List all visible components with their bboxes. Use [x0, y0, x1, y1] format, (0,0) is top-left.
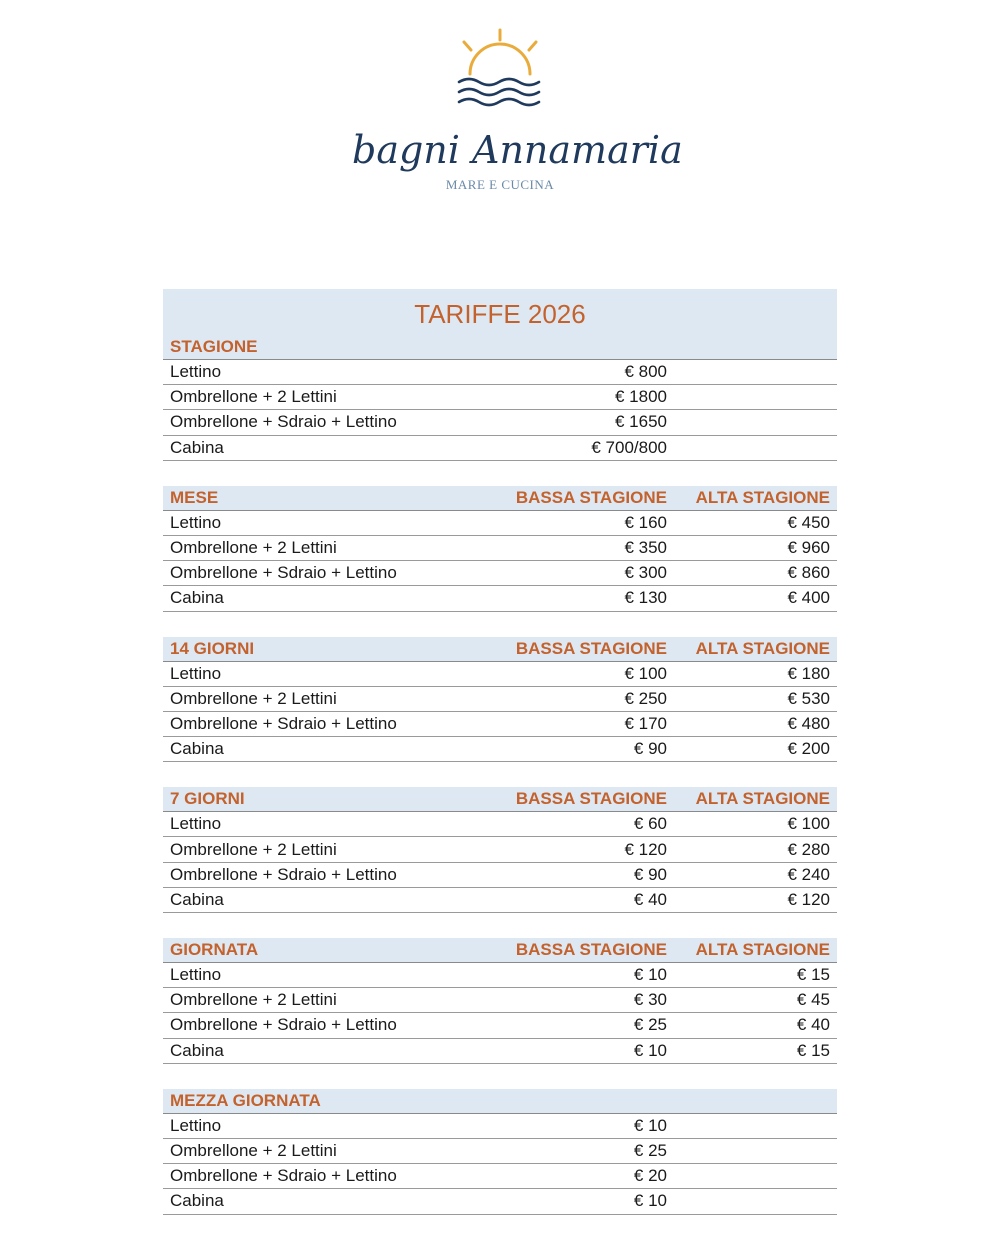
price-section [163, 637, 837, 763]
table-row [163, 436, 837, 461]
table-row [163, 737, 837, 762]
table-row [163, 712, 837, 737]
price-alta: € 15 [796, 965, 830, 985]
price-alta: € 40 [796, 1015, 830, 1035]
price-section [163, 486, 837, 612]
price-alta: € 240 [787, 864, 830, 884]
column-header-alta: ALTA STAGIONE [695, 940, 830, 959]
price-bassa: € 90 [633, 864, 667, 884]
brand-tagline: MARE E CUCINA [445, 177, 555, 192]
price-section [163, 787, 837, 913]
item-label: Lettino [170, 814, 222, 834]
column-header-bassa: BASSA STAGIONE [515, 940, 667, 959]
title-band [163, 289, 837, 335]
item-label: Cabina [170, 588, 224, 608]
brand-name: bagni Annamaria [352, 128, 683, 172]
table-row [163, 1013, 837, 1038]
table-row [163, 385, 837, 410]
table-row [163, 561, 837, 586]
table-row [163, 863, 837, 888]
price-sections [163, 335, 837, 1215]
column-header-bassa: BASSA STAGIONE [515, 789, 667, 809]
price-bassa: € 20 [633, 1166, 667, 1186]
price-alta: € 530 [787, 688, 830, 708]
item-label: Ombrellone + Sdraio + Lettino [170, 412, 397, 432]
price-alta: € 450 [787, 512, 830, 532]
table-row [163, 586, 837, 611]
price-bassa: € 90 [633, 739, 667, 759]
table-row [163, 963, 837, 988]
table-row [163, 837, 837, 862]
table-row [163, 888, 837, 913]
price-bassa: € 1650 [615, 412, 667, 432]
price-bassa: € 160 [624, 512, 667, 532]
item-label: Lettino [170, 362, 222, 382]
table-row [163, 536, 837, 561]
price-section [163, 1089, 837, 1215]
section-name: 14 GIORNI [170, 638, 255, 658]
item-label: Ombrellone + 2 Lettini [170, 990, 337, 1010]
table-row [163, 1139, 837, 1164]
item-label: Ombrellone + 2 Lettini [170, 387, 337, 407]
price-alta: € 400 [787, 588, 830, 608]
section-name: STAGIONE [170, 337, 258, 356]
item-label: Ombrellone + 2 Lettini [170, 688, 337, 708]
price-alta: € 180 [787, 663, 830, 683]
item-label: Ombrellone + 2 Lettini [170, 1141, 337, 1161]
price-section [163, 335, 837, 461]
price-bassa: € 10 [633, 1115, 667, 1135]
price-bassa: € 170 [624, 713, 667, 733]
price-sheet [163, 289, 837, 1215]
item-label: Ombrellone + Sdraio + Lettino [170, 864, 397, 884]
table-row [163, 511, 837, 536]
item-label: Ombrellone + Sdraio + Lettino [170, 563, 397, 583]
section-header [163, 335, 837, 360]
price-bassa: € 130 [624, 588, 667, 608]
section-header [163, 1089, 837, 1114]
price-alta: € 45 [796, 990, 830, 1010]
item-label: Cabina [170, 1040, 224, 1060]
brand-logo [340, 22, 683, 202]
page-title: TARIFFE 2026 [414, 299, 586, 329]
item-label: Cabina [170, 437, 224, 457]
price-bassa: € 30 [633, 990, 667, 1010]
item-label: Cabina [170, 739, 224, 759]
item-label: Cabina [170, 889, 224, 909]
section-header [163, 787, 837, 812]
price-alta: € 860 [787, 563, 830, 583]
table-row [163, 812, 837, 837]
table-row [163, 360, 837, 385]
section-name: MEZZA GIORNATA [170, 1090, 321, 1110]
price-alta: € 200 [787, 739, 830, 759]
item-label: Lettino [170, 1115, 222, 1135]
price-alta: € 280 [787, 839, 830, 859]
price-bassa: € 60 [633, 814, 667, 834]
item-label: Ombrellone + Sdraio + Lettino [170, 1166, 397, 1186]
item-label: Lettino [170, 965, 222, 985]
price-alta: € 120 [787, 889, 830, 909]
section-header [163, 938, 837, 963]
price-bassa: € 250 [624, 688, 667, 708]
price-alta: € 960 [787, 538, 830, 558]
table-row [163, 1114, 837, 1139]
item-label: Ombrellone + Sdraio + Lettino [170, 713, 397, 733]
table-row [163, 1039, 837, 1064]
price-bassa: € 25 [633, 1015, 667, 1035]
item-label: Ombrellone + 2 Lettini [170, 839, 337, 859]
price-bassa: € 10 [633, 1040, 667, 1060]
price-bassa: € 100 [624, 663, 667, 683]
table-row [163, 662, 837, 687]
price-bassa: € 40 [633, 889, 667, 909]
section-name: MESE [170, 487, 219, 507]
section-header [163, 637, 837, 662]
sun-waves-icon [340, 22, 660, 132]
price-bassa: € 350 [624, 538, 667, 558]
column-header-alta: ALTA STAGIONE [695, 789, 830, 809]
price-bassa: € 800 [624, 362, 667, 382]
price-bassa: € 1800 [615, 387, 667, 407]
column-header-bassa: BASSA STAGIONE [515, 638, 667, 658]
table-row [163, 988, 837, 1013]
table-row [163, 1164, 837, 1189]
item-label: Ombrellone + Sdraio + Lettino [170, 1015, 397, 1035]
price-bassa: € 10 [633, 1191, 667, 1211]
table-row [163, 687, 837, 712]
item-label: Cabina [170, 1191, 224, 1211]
column-header-alta: ALTA STAGIONE [695, 638, 830, 658]
item-label: Lettino [170, 512, 222, 532]
price-bassa: € 120 [624, 839, 667, 859]
item-label: Lettino [170, 663, 222, 683]
price-alta: € 480 [787, 713, 830, 733]
section-name: 7 GIORNI [170, 789, 245, 809]
price-section [163, 938, 837, 1064]
price-bassa: € 25 [633, 1141, 667, 1161]
table-row [163, 1189, 837, 1214]
column-header-alta: ALTA STAGIONE [695, 487, 830, 507]
price-bassa: € 10 [633, 965, 667, 985]
section-header [163, 486, 837, 511]
section-name: GIORNATA [170, 940, 259, 959]
item-label: Ombrellone + 2 Lettini [170, 538, 337, 558]
price-bassa: € 300 [624, 563, 667, 583]
table-row [163, 410, 837, 435]
column-header-bassa: BASSA STAGIONE [515, 487, 667, 507]
price-alta: € 15 [796, 1040, 830, 1060]
price-alta: € 100 [787, 814, 830, 834]
price-bassa: € 700/800 [591, 437, 667, 457]
